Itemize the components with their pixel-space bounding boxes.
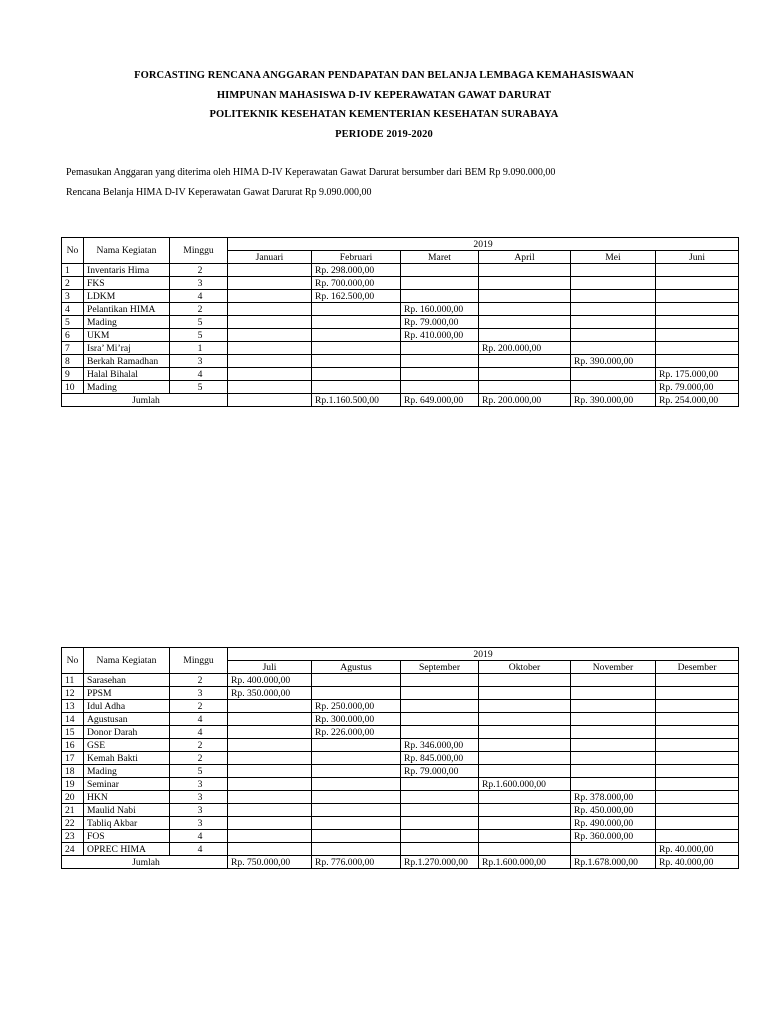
total-amount: Rp. 649.000,00 <box>401 394 479 407</box>
week-cell: 4 <box>170 368 228 381</box>
amount-cell <box>228 713 312 726</box>
amount-cell <box>479 674 571 687</box>
month-header: Mei <box>571 251 656 264</box>
amount-cell <box>571 713 656 726</box>
amount-cell <box>401 355 479 368</box>
amount-cell <box>228 316 312 329</box>
activity-name: Maulid Nabi <box>84 804 170 817</box>
amount-cell <box>401 817 479 830</box>
activity-name: Inventaris Hima <box>84 264 170 277</box>
row-number: 16 <box>62 739 84 752</box>
activity-name: UKM <box>84 329 170 342</box>
amount-cell <box>479 830 571 843</box>
table-row <box>62 804 739 817</box>
week-cell: 4 <box>170 290 228 303</box>
amount-cell <box>656 817 739 830</box>
amount-cell <box>401 368 479 381</box>
amount-cell <box>571 277 656 290</box>
week-cell: 2 <box>170 739 228 752</box>
row-number: 9 <box>62 368 84 381</box>
title-line-3: POLITEKNIK KESEHATAN KEMENTERIAN KESEHATAN SURABAYA <box>209 109 559 120</box>
amount-cell <box>571 765 656 778</box>
table-row <box>62 778 739 791</box>
amount-cell: Rp. 300.000,00 <box>312 713 401 726</box>
table-row <box>62 687 739 700</box>
amount-cell <box>228 791 312 804</box>
amount-cell <box>401 830 479 843</box>
week-cell: 2 <box>170 752 228 765</box>
amount-cell <box>228 368 312 381</box>
amount-cell <box>571 674 656 687</box>
table-row <box>62 843 739 856</box>
header-row <box>62 648 739 661</box>
amount-cell <box>401 804 479 817</box>
row-number: 1 <box>62 264 84 277</box>
amount-cell <box>312 316 401 329</box>
activity-name: Kemah Bakti <box>84 752 170 765</box>
amount-cell <box>228 381 312 394</box>
row-number: 4 <box>62 303 84 316</box>
header-week: Minggu <box>170 648 228 674</box>
week-cell: 3 <box>170 791 228 804</box>
amount-cell <box>571 303 656 316</box>
month-header: Desember <box>656 661 739 674</box>
amount-cell: Rp. 400.000,00 <box>228 674 312 687</box>
amount-cell <box>401 713 479 726</box>
amount-cell <box>479 739 571 752</box>
amount-cell <box>571 290 656 303</box>
amount-cell <box>479 303 571 316</box>
total-row <box>62 394 739 407</box>
amount-cell <box>228 765 312 778</box>
amount-cell <box>571 700 656 713</box>
month-header: Januari <box>228 251 312 264</box>
activity-name: Agustusan <box>84 713 170 726</box>
row-number: 6 <box>62 329 84 342</box>
amount-cell <box>401 674 479 687</box>
amount-cell <box>479 752 571 765</box>
amount-cell <box>401 290 479 303</box>
activity-name: Berkah Ramadhan <box>84 355 170 368</box>
activity-name: Pelantikan HIMA <box>84 303 170 316</box>
total-amount: Rp. 254.000,00 <box>656 394 739 407</box>
table-row <box>62 830 739 843</box>
table-row <box>62 739 739 752</box>
row-number: 10 <box>62 381 84 394</box>
table-row <box>62 700 739 713</box>
amount-cell <box>479 264 571 277</box>
document-title <box>0 66 768 144</box>
amount-cell <box>656 765 739 778</box>
amount-cell <box>401 342 479 355</box>
amount-cell <box>656 355 739 368</box>
table-row <box>62 277 739 290</box>
amount-cell <box>228 752 312 765</box>
amount-cell <box>312 765 401 778</box>
amount-cell <box>228 843 312 856</box>
table-row <box>62 264 739 277</box>
amount-cell <box>656 726 739 739</box>
row-number: 21 <box>62 804 84 817</box>
activity-name: Sarasehan <box>84 674 170 687</box>
amount-cell <box>479 290 571 303</box>
row-number: 17 <box>62 752 84 765</box>
spending-statement: Rencana Belanja HIMA D-IV Keperawatan Gawat Darurat Rp 9.090.000,00 <box>66 187 372 198</box>
title-line-2: HIMPUNAN MAHASISWA D-IV KEPERAWATAN GAWAT DARURAT <box>216 89 552 101</box>
week-cell: 5 <box>170 316 228 329</box>
total-label: Jumlah <box>62 394 228 407</box>
amount-cell <box>228 277 312 290</box>
table-row <box>62 290 739 303</box>
table-row <box>62 674 739 687</box>
week-cell: 2 <box>170 700 228 713</box>
amount-cell <box>656 303 739 316</box>
total-amount: Rp. 40.000,00 <box>656 856 739 869</box>
activity-name: Idul Adha <box>84 700 170 713</box>
activity-name: FKS <box>84 277 170 290</box>
amount-cell <box>228 739 312 752</box>
row-number: 20 <box>62 791 84 804</box>
amount-cell: Rp. 226.000,00 <box>312 726 401 739</box>
amount-cell <box>312 674 401 687</box>
amount-cell: Rp. 40.000,00 <box>656 843 739 856</box>
amount-cell <box>312 687 401 700</box>
row-number: 15 <box>62 726 84 739</box>
total-amount: Rp. 750.000,00 <box>228 856 312 869</box>
amount-cell <box>571 687 656 700</box>
month-header: Oktober <box>479 661 571 674</box>
amount-cell <box>571 342 656 355</box>
activity-name: Donor Darah <box>84 726 170 739</box>
row-number: 18 <box>62 765 84 778</box>
table-row <box>62 765 739 778</box>
amount-cell <box>656 700 739 713</box>
header-no: No <box>62 238 84 264</box>
week-cell: 4 <box>170 843 228 856</box>
amount-cell <box>656 739 739 752</box>
month-header: Juni <box>656 251 739 264</box>
amount-cell <box>656 342 739 355</box>
amount-cell <box>571 843 656 856</box>
total-amount <box>228 394 312 407</box>
amount-cell <box>228 778 312 791</box>
amount-cell: Rp. 162.500,00 <box>312 290 401 303</box>
amount-cell <box>479 355 571 368</box>
income-statement: Pemasukan Anggaran yang diterima oleh HIMA D-IV Keperawatan Gawat Darurat bersumber dari BEM Rp 9.090.000,00 <box>66 167 556 178</box>
amount-cell <box>479 381 571 394</box>
month-header: Februari <box>312 251 401 264</box>
activity-name: HKN <box>84 791 170 804</box>
amount-cell <box>571 264 656 277</box>
amount-cell <box>312 329 401 342</box>
amount-cell <box>228 355 312 368</box>
amount-cell: Rp.1.600.000,00 <box>479 778 571 791</box>
amount-cell <box>401 778 479 791</box>
header-activity-name: Nama Kegiatan <box>84 238 170 264</box>
week-cell: 4 <box>170 713 228 726</box>
amount-cell <box>401 791 479 804</box>
week-cell: 2 <box>170 264 228 277</box>
amount-cell <box>401 700 479 713</box>
table-row <box>62 752 739 765</box>
amount-cell: Rp. 160.000,00 <box>401 303 479 316</box>
amount-cell <box>571 739 656 752</box>
table-row <box>62 342 739 355</box>
row-number: 23 <box>62 830 84 843</box>
amount-cell <box>656 752 739 765</box>
amount-cell <box>401 687 479 700</box>
amount-cell: Rp. 250.000,00 <box>312 700 401 713</box>
row-number: 7 <box>62 342 84 355</box>
total-row <box>62 856 739 869</box>
amount-cell <box>228 726 312 739</box>
amount-cell <box>228 700 312 713</box>
amount-cell <box>312 778 401 791</box>
amount-cell <box>479 368 571 381</box>
activity-name: Seminar <box>84 778 170 791</box>
activity-name: Halal Bihalal <box>84 368 170 381</box>
amount-cell: Rp. 360.000,00 <box>571 830 656 843</box>
amount-cell <box>571 368 656 381</box>
amount-cell: Rp. 346.000,00 <box>401 739 479 752</box>
row-number: 19 <box>62 778 84 791</box>
amount-cell: Rp. 175.000,00 <box>656 368 739 381</box>
activity-name: Tabliq Akbar <box>84 817 170 830</box>
amount-cell <box>479 316 571 329</box>
month-header: September <box>401 661 479 674</box>
amount-cell <box>401 277 479 290</box>
amount-cell <box>479 765 571 778</box>
activity-name: PPSM <box>84 687 170 700</box>
amount-cell: Rp. 450.000,00 <box>571 804 656 817</box>
header-row <box>62 238 739 251</box>
amount-cell <box>312 830 401 843</box>
amount-cell <box>228 830 312 843</box>
amount-cell <box>656 674 739 687</box>
total-amount: Rp.1.678.000,00 <box>571 856 656 869</box>
month-header: November <box>571 661 656 674</box>
week-cell: 1 <box>170 342 228 355</box>
table-row <box>62 368 739 381</box>
amount-cell <box>479 713 571 726</box>
amount-cell <box>312 355 401 368</box>
amount-cell <box>479 329 571 342</box>
activity-name: LDKM <box>84 290 170 303</box>
activity-name: GSE <box>84 739 170 752</box>
amount-cell <box>312 804 401 817</box>
budget-table-jul-dec <box>61 647 739 869</box>
amount-cell <box>312 791 401 804</box>
activity-name: Isra’ Mi’raj <box>84 342 170 355</box>
header-no: No <box>62 648 84 674</box>
header-year: 2019 <box>228 648 739 661</box>
amount-cell <box>401 381 479 394</box>
week-cell: 3 <box>170 817 228 830</box>
amount-cell: Rp. 79.000,00 <box>401 765 479 778</box>
amount-cell <box>571 329 656 342</box>
activity-name: Mading <box>84 381 170 394</box>
amount-cell <box>401 726 479 739</box>
amount-cell <box>656 277 739 290</box>
amount-cell <box>228 303 312 316</box>
amount-cell <box>312 843 401 856</box>
amount-cell <box>312 752 401 765</box>
activity-name: Mading <box>84 316 170 329</box>
row-number: 8 <box>62 355 84 368</box>
amount-cell <box>656 791 739 804</box>
amount-cell <box>656 830 739 843</box>
total-label: Jumlah <box>62 856 228 869</box>
week-cell: 2 <box>170 674 228 687</box>
week-cell: 5 <box>170 381 228 394</box>
amount-cell <box>479 791 571 804</box>
table-row <box>62 329 739 342</box>
header-year: 2019 <box>228 238 739 251</box>
amount-cell <box>656 290 739 303</box>
amount-cell: Rp. 845.000,00 <box>401 752 479 765</box>
row-number: 2 <box>62 277 84 290</box>
total-amount: Rp.1.160.500,00 <box>312 394 401 407</box>
table-row <box>62 316 739 329</box>
amount-cell <box>479 817 571 830</box>
amount-cell <box>656 316 739 329</box>
table-row <box>62 791 739 804</box>
amount-cell <box>656 778 739 791</box>
amount-cell: Rp. 79.000,00 <box>656 381 739 394</box>
week-cell: 3 <box>170 778 228 791</box>
table-row <box>62 726 739 739</box>
title-line-4: PERIODE 2019-2020 <box>335 128 433 140</box>
month-header: April <box>479 251 571 264</box>
amount-cell: Rp. 390.000,00 <box>571 355 656 368</box>
activity-name: OPREC HIMA <box>84 843 170 856</box>
total-amount: Rp.1.270.000,00 <box>401 856 479 869</box>
amount-cell: Rp. 490.000,00 <box>571 817 656 830</box>
table-row <box>62 817 739 830</box>
week-cell: 3 <box>170 355 228 368</box>
amount-cell <box>312 381 401 394</box>
amount-cell: Rp. 79.000,00 <box>401 316 479 329</box>
amount-cell <box>571 778 656 791</box>
title-line-1: FORCASTING RENCANA ANGGARAN PENDAPATAN DAN BELANJA LEMBAGA KEMAHASISWAAN <box>134 70 634 81</box>
table-row <box>62 355 739 368</box>
amount-cell <box>228 290 312 303</box>
amount-cell <box>479 843 571 856</box>
week-cell: 3 <box>170 804 228 817</box>
budget-table-jan-jun <box>61 237 739 407</box>
amount-cell <box>228 817 312 830</box>
header-activity-name: Nama Kegiatan <box>84 648 170 674</box>
total-amount: Rp. 200.000,00 <box>479 394 571 407</box>
week-cell: 4 <box>170 726 228 739</box>
amount-cell: Rp. 350.000,00 <box>228 687 312 700</box>
amount-cell: Rp. 298.000,00 <box>312 264 401 277</box>
amount-cell: Rp. 378.000,00 <box>571 791 656 804</box>
amount-cell: Rp. 410.000,00 <box>401 329 479 342</box>
week-cell: 2 <box>170 303 228 316</box>
row-number: 13 <box>62 700 84 713</box>
amount-cell <box>312 739 401 752</box>
week-cell: 3 <box>170 687 228 700</box>
month-header: Agustus <box>312 661 401 674</box>
week-cell: 3 <box>170 277 228 290</box>
row-number: 5 <box>62 316 84 329</box>
table-row <box>62 381 739 394</box>
amount-cell <box>479 700 571 713</box>
amount-cell <box>479 804 571 817</box>
amount-cell: Rp. 200.000,00 <box>479 342 571 355</box>
amount-cell <box>656 687 739 700</box>
activity-name: FOS <box>84 830 170 843</box>
amount-cell <box>312 368 401 381</box>
amount-cell <box>571 726 656 739</box>
total-amount: Rp. 776.000,00 <box>312 856 401 869</box>
amount-cell <box>228 329 312 342</box>
row-number: 11 <box>62 674 84 687</box>
amount-cell <box>479 726 571 739</box>
amount-cell <box>571 316 656 329</box>
header-week: Minggu <box>170 238 228 264</box>
amount-cell <box>312 342 401 355</box>
total-amount: Rp. 390.000,00 <box>571 394 656 407</box>
week-cell: 4 <box>170 830 228 843</box>
month-header: Maret <box>401 251 479 264</box>
amount-cell <box>228 804 312 817</box>
amount-cell <box>479 277 571 290</box>
amount-cell <box>571 381 656 394</box>
amount-cell <box>656 264 739 277</box>
row-number: 22 <box>62 817 84 830</box>
week-cell: 5 <box>170 329 228 342</box>
table-row <box>62 713 739 726</box>
week-cell: 5 <box>170 765 228 778</box>
amount-cell <box>571 752 656 765</box>
table-row <box>62 303 739 316</box>
amount-cell <box>656 804 739 817</box>
amount-cell <box>401 264 479 277</box>
row-number: 24 <box>62 843 84 856</box>
amount-cell <box>656 329 739 342</box>
activity-name: Mading <box>84 765 170 778</box>
row-number: 14 <box>62 713 84 726</box>
row-number: 12 <box>62 687 84 700</box>
month-header: Juli <box>228 661 312 674</box>
amount-cell <box>228 342 312 355</box>
amount-cell: Rp. 700.000,00 <box>312 277 401 290</box>
amount-cell <box>312 817 401 830</box>
amount-cell <box>479 687 571 700</box>
amount-cell <box>228 264 312 277</box>
amount-cell <box>401 843 479 856</box>
row-number: 3 <box>62 290 84 303</box>
total-amount: Rp.1.600.000,00 <box>479 856 571 869</box>
amount-cell <box>656 713 739 726</box>
amount-cell <box>312 303 401 316</box>
